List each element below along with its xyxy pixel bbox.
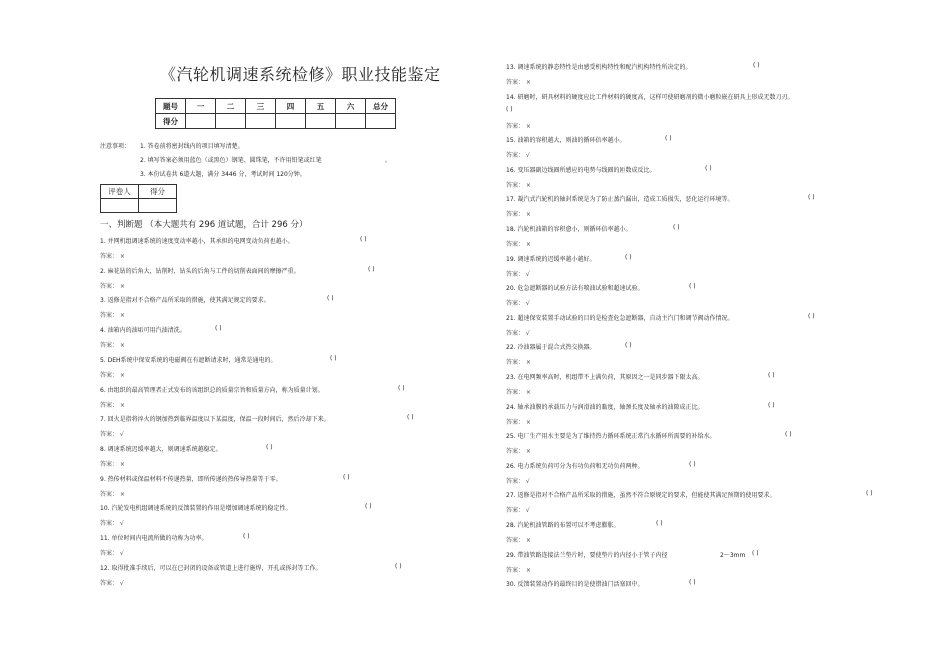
answer-paren: ( ) xyxy=(365,503,372,511)
question-text: 15. 油箱的容积越大，则油的循环倍率越小。 xyxy=(506,137,626,145)
question-text: 9. 热传材料或保温材料不传递热量，即所传递的热传导热量等于零。 xyxy=(100,475,282,483)
score-table xyxy=(155,98,396,129)
notice-item-1: 1. 答卷前将密封线内的项目填写清楚。 xyxy=(140,143,244,150)
answer-paren: ( ) xyxy=(330,354,337,362)
answer-line: 答案： × xyxy=(506,537,531,544)
question-text: 22. 冷油器属于混合式热交换器。 xyxy=(506,344,596,352)
answer-line: 答案： × xyxy=(100,312,125,320)
answer-paren: ( ) xyxy=(673,224,680,231)
answer-line: 答案： √ xyxy=(506,507,530,515)
question-text: 28. 汽轮机油管路的布置可以不考虑膨胀。 xyxy=(506,522,620,529)
question-text: 19. 调速系统的迟缓率越小越好。 xyxy=(506,255,596,263)
answer-paren: ( ) xyxy=(506,105,513,113)
reviewer-cell[interactable] xyxy=(101,199,139,213)
score-cell[interactable] xyxy=(276,114,306,129)
answer-line: 答案： √ xyxy=(100,550,124,557)
question-text: 5. DEH系统中保安系统的电磁阀在有遮断请求时，通常是通电的。 xyxy=(100,356,277,364)
answer-paren: ( ) xyxy=(866,490,873,498)
question-text: 2. 麻花钻的后角大，钻削时，钻头的后角与工件的切削表面间的摩擦严重。 xyxy=(100,267,300,275)
answer-line: 答案： × xyxy=(506,211,531,219)
question-text: 17. 凝汽式汽轮机的轴封系统是为了防止蒸汽漏出，造成工质损失，恶化运行环境等。 xyxy=(506,196,734,204)
answer-paren: ( ) xyxy=(407,414,414,422)
question-text: 10. 汽轮发电机组调速系统的反馈装置的作用是增加调速系统的稳定性。 xyxy=(100,505,292,513)
score-header-cell: 题号 xyxy=(156,99,186,114)
question-text: 6. 由组织的最高管理者正式发布的该组织总的质量宗旨和质量方向，称为质量计划。 xyxy=(100,386,324,394)
question-text: 16. 变压器副边线圈所感应的电势与线圈的匝数成反比。 xyxy=(506,166,656,174)
question-text: 12. 取得批准手续后，可以在已封闭的设备或管道上进行施焊，开孔或拆封等工作。 xyxy=(100,564,322,572)
question-text: 26. 电力系统负荷可分为有功负荷和无功负荷两种。 xyxy=(506,462,644,470)
score-cell[interactable] xyxy=(336,114,366,129)
question-text: 1. 并网机组调速系统的速度变动率越小，其承担的电网变动负荷也越小。 xyxy=(100,238,294,245)
score-cell[interactable] xyxy=(216,114,246,129)
question-text: 24. 轴承油膜的承载压力与润滑油的黏度，轴颈长度及轴承的油隙成正比。 xyxy=(506,403,704,411)
question-text: 4. 油箱内的油垢可用汽油清洗。 xyxy=(100,327,186,335)
question-text: 27. 返修是指对不合格产品所采取的措施，虽然不符合原规定的要求，但能使其满足预期的使用要求。 xyxy=(506,492,776,500)
answer-line: 答案： √ xyxy=(100,431,124,439)
score-header-cell: 四 xyxy=(276,99,306,114)
reviewer-label: 评卷人 xyxy=(101,185,139,199)
section-title: 一、判断题 （本大题共有 296 道试题，合计 296 分） xyxy=(100,220,308,230)
answer-line: 答案： × xyxy=(100,342,125,350)
question-text: 23. 在电网频率高时，机组带不上满负荷，其原因之一是同步器下限太高。 xyxy=(506,374,704,381)
exam-title: 《汽轮机调速系统检修》职业技能鉴定 xyxy=(160,65,441,84)
answer-paren: ( ) xyxy=(625,253,632,261)
score-header-cell: 总分 xyxy=(366,99,396,114)
score-header-cell: 三 xyxy=(246,99,276,114)
answer-line: 答案： × xyxy=(506,418,531,426)
answer-line: 答案： × xyxy=(506,566,531,574)
answer-line: 答案： × xyxy=(506,241,531,248)
score-table-score-row xyxy=(156,114,396,129)
answer-line: 答案： × xyxy=(100,253,125,260)
answer-line: 答案： √ xyxy=(506,152,530,160)
question-text: 21. 超速保安装置手动试验的目的是检查危急遮断器，自动主汽门和调节阀动作情况。 xyxy=(506,314,734,322)
score-table-header-row xyxy=(156,99,396,114)
question-text: 3. 返修是指对不合格产品所采取的措施，使其满足规定的要求。 xyxy=(100,297,270,305)
question-text: 25. 电厂生产用水主要是为了维持热力循环系统正常汽水循环所需要的补给水。 xyxy=(506,433,716,441)
answer-paren: ( ) xyxy=(656,520,663,527)
question-text: 7. 回火是指将淬火的钢加热到临界温度以下某温度，保温一段时间后，然后冷却下来。 xyxy=(100,416,330,424)
reviewer-score-label: 得分 xyxy=(139,185,177,199)
notice-item-2: 2. 填写答案必须用蓝色（或黑色）钢笔、圆珠笔，不许用铅笔或红笔 xyxy=(140,157,322,164)
answer-line: 答案： × xyxy=(100,282,125,290)
answer-paren: ( ) xyxy=(689,579,696,587)
answer-line: 答案： √ xyxy=(506,300,530,308)
answer-paren: ( ) xyxy=(343,473,350,481)
score-header-cell: 二 xyxy=(216,99,246,114)
answer-paren: ( ) xyxy=(327,295,334,303)
answer-line: 答案： × xyxy=(506,359,531,367)
notice-item-2-tail: 。 xyxy=(385,157,392,164)
answer-paren: ( ) xyxy=(266,443,273,451)
answer-line: 答案： √ xyxy=(100,579,124,587)
question-text: 13. 调速系统的静态特性是由感受机构特性和配汽机构特性所决定的。 xyxy=(506,64,692,71)
question-text: 20. 危急遮断器的试验方法有喷油试验和超速试验。 xyxy=(506,285,644,293)
score-header-cell: 五 xyxy=(306,99,336,114)
answer-paren: ( ) xyxy=(395,562,402,570)
answer-line: 答案： × xyxy=(506,181,531,189)
answer-paren: ( ) xyxy=(768,401,775,409)
answer-paren: ( ) xyxy=(705,164,712,172)
notice-label: 注意事项： xyxy=(100,143,131,150)
answer-line: 答案： × xyxy=(100,371,125,379)
answer-paren: ( ) xyxy=(243,533,250,540)
answer-paren: ( ) xyxy=(689,460,696,468)
answer-paren: ( ) xyxy=(808,312,815,320)
score-cell[interactable] xyxy=(306,114,336,129)
answer-paren: ( ) xyxy=(215,325,222,333)
answer-line: 答案： × xyxy=(100,490,125,498)
reviewer-table xyxy=(100,184,177,213)
question-text: 14. 研磨时，研具材料的硬度应比工件材料的硬度高，这样可使研磨剂的微小磨粒嵌在研具上形成无数刀刃。 xyxy=(506,93,794,101)
answer-paren: ( ) xyxy=(752,549,759,557)
answer-paren: ( ) xyxy=(753,62,760,69)
answer-line: 答案： × xyxy=(506,448,531,456)
score-header-cell: 六 xyxy=(336,99,366,114)
score-cell[interactable] xyxy=(246,114,276,129)
answer-line: 答案： × xyxy=(506,389,531,396)
answer-paren: ( ) xyxy=(398,384,405,392)
answer-paren: ( ) xyxy=(360,236,367,243)
answer-line: 答案： √ xyxy=(506,477,530,485)
answer-paren: ( ) xyxy=(768,372,775,379)
answer-line: 答案： √ xyxy=(506,270,530,278)
answer-paren: ( ) xyxy=(368,265,375,273)
answer-paren: ( ) xyxy=(689,283,696,291)
answer-line: 答案： × xyxy=(100,460,125,468)
score-cell[interactable] xyxy=(186,114,216,129)
question-text-tail: 2～3mm xyxy=(720,551,746,559)
notice-item-3: 3. 本份试卷共 6道大题，满分 3446 分，考试时间 120分钟。 xyxy=(140,171,306,178)
question-text: 8. 调速系统迟缓率越大，则调速系统越稳定。 xyxy=(100,445,222,453)
answer-paren: ( ) xyxy=(625,342,632,350)
score-header-cell: 一 xyxy=(186,99,216,114)
answer-line: 答案： × xyxy=(100,401,125,409)
answer-paren: ( ) xyxy=(785,431,792,439)
answer-line: 答案： √ xyxy=(100,520,124,528)
question-text: 18. 汽轮机油箱的容积愈小，则循环倍率越小。 xyxy=(506,226,632,233)
answer-line: 答案： √ xyxy=(506,329,530,337)
reviewer-score-cell[interactable] xyxy=(139,199,177,213)
answer-line: 答案： × xyxy=(506,122,531,130)
question-text: 30. 反馈装置动作的最终目的是使错油门活塞回中。 xyxy=(506,581,644,589)
question-text: 11. 单位时间内电流所做的功称为功率。 xyxy=(100,535,208,542)
answer-paren: ( ) xyxy=(665,135,672,143)
answer-paren: ( ) xyxy=(808,194,815,202)
score-row-label: 得分 xyxy=(156,114,186,129)
answer-line: 答案： × xyxy=(506,79,531,86)
score-cell[interactable] xyxy=(366,114,396,129)
question-text: 29. 带油管路连接法兰垫片时，要使垫片的内径小于管子内径 xyxy=(506,551,668,559)
